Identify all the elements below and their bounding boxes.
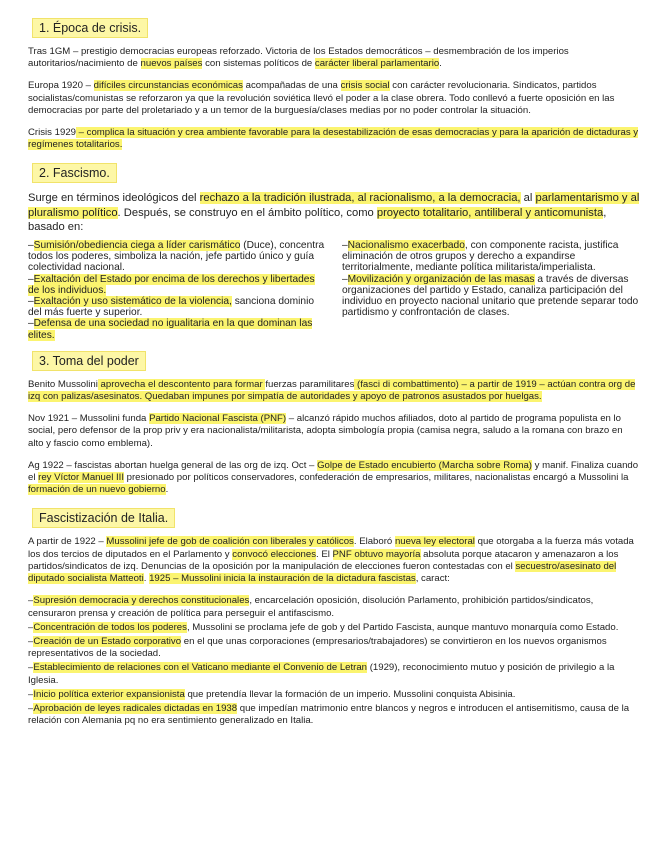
text-segment: sanciona dominio del más fuerte y superior. <box>28 296 314 319</box>
text-segment: que otorgaba a la fuerza más votada los dos tercios de diputados en el Parlamento y <box>28 536 634 560</box>
text-segment: . Después, se construyo en el ámbito político, como <box>117 206 377 219</box>
left-column <box>28 240 326 341</box>
highlighted-text: proyecto totalitario, antiliberal y anticomunista <box>376 206 604 219</box>
text-segment: – <box>28 621 34 633</box>
text-segment: – <box>28 240 34 252</box>
highlighted-text: Defensa de una sociedad no igualitaria en la que dominan las elites. <box>28 318 313 341</box>
text-segment: , caract: <box>415 573 450 585</box>
text-segment: . El <box>316 548 333 560</box>
highlighted-text: rey Víctor Manuel III <box>38 472 124 484</box>
paragraph <box>28 413 640 450</box>
paragraph <box>28 379 640 403</box>
text-segment: , encarcelación oposición, disolución Parlamento, prohibición partidos/sindicatos, censuraron prensa y creación de política para perseguir el antifascismo. <box>28 595 594 619</box>
paragraph <box>28 460 640 497</box>
text-segment: – <box>342 273 348 285</box>
text-segment: – alcanzó rápido muchos afiliados, doto al partido de programa populista en lo social, pero defensor de la prop priv y era nacionalista/militarista, adopta simbología propia (camisa negra, saludo a la romana con brazo en alto y fascio como emblema). <box>28 413 623 449</box>
section-heading: 2. Fascismo. <box>32 163 117 183</box>
highlighted-text: Creación de un Estado corporativo <box>33 635 182 647</box>
list-item <box>28 318 326 340</box>
highlighted-text: parlamentarismo y al pluralismo político <box>28 192 640 219</box>
highlighted-text: formación de un nuevo gobierno <box>28 484 166 496</box>
text-segment: – <box>342 240 348 252</box>
text-segment: presionado por políticos conservadores, confederación de empresarios, militares, nacionalistas encargó a Mussolini la <box>123 472 629 484</box>
list-item <box>28 622 640 634</box>
text-segment: a través de diversas organizaciones del partido y Estado, canaliza participación del individuo en proyecto nacional unitario que pretende separar todo partidismo y confrontación de clases. <box>342 273 639 319</box>
list-item <box>28 296 326 318</box>
highlighted-text: difíciles circunstancias económicas <box>93 80 243 92</box>
text-segment: (Duce), concentra todos los poderes, simboliza la nación, jefe partido único y guía colectividad nacional. <box>28 240 325 274</box>
paragraph <box>28 536 640 585</box>
list-item <box>28 636 640 660</box>
text-segment: Crisis 1929 <box>28 127 76 139</box>
text-segment: que impedían matrimonio entre blancos y negros e introducen el antisemitismo, causa de la relación con Alemania pq no era sentimiento generalizado en Italia. <box>28 702 630 727</box>
text-segment: (1929), reconocimiento mutuo y posición de privilegio a la Iglesia. <box>28 662 615 686</box>
text-segment: – <box>28 273 34 285</box>
highlighted-text: rechazo a la tradición ilustrada, al racionalismo, a la democracia, <box>199 192 521 205</box>
highlighted-text: Concentración de todos los poderes <box>33 621 187 633</box>
paragraph <box>28 127 640 151</box>
text-segment: . Elaboró <box>353 536 395 548</box>
list-item <box>342 274 640 319</box>
text-segment: con carácter revolucionaria. Sindicatos, partidos socialistas/comunistas se reforzaron ya que la revolución soviética llevó el poder a la clase obrera. Todo conllevó a fuerte oposición en las democracias por parte del proletariado y a un temor de la burguesía/clases medias por no poder controlar la situación. <box>28 80 615 116</box>
highlighted-text: secuestro/asesinato del diputado socialista Matteoti <box>28 560 617 585</box>
text-segment: – <box>28 595 34 607</box>
text-segment: fuerzas paramilitares <box>265 378 355 390</box>
document-page <box>28 14 640 729</box>
list-item <box>28 595 640 619</box>
right-column <box>342 240 640 341</box>
text-segment: – <box>28 702 34 714</box>
highlighted-text: Establecimiento de relaciones con el Vaticano mediante el Convenio de Letran <box>33 662 368 674</box>
highlighted-text: convocó elecciones <box>232 548 316 560</box>
highlighted-text: Sumisión/obediencia ciega a líder carismático <box>33 240 241 252</box>
highlighted-text: Supresión democracia y derechos constitucionales <box>33 595 250 607</box>
list-item <box>342 240 640 274</box>
list-item <box>28 240 326 274</box>
highlighted-text: Inicio política exterior expansionista <box>33 688 185 700</box>
highlighted-text: Aprobación de leyes radicales dictadas en 1938 <box>33 702 238 714</box>
intro-paragraph <box>28 191 640 234</box>
highlighted-text: Nacionalismo exacerbado <box>347 240 465 252</box>
highlighted-text: PNF obtuvo mayoría <box>332 548 421 560</box>
section-heading: 3. Toma del poder <box>32 351 146 371</box>
text-segment: – <box>28 318 34 330</box>
highlighted-text: crisis social <box>340 80 390 92</box>
text-segment: . <box>439 58 442 70</box>
highlighted-text: Golpe de Estado encubierto (Marcha sobre Roma) <box>317 459 532 471</box>
text-segment: . <box>165 484 169 496</box>
text-segment: Tras 1GM – prestigio democracias europeas reforzado. Victoria de los Estados democráticos – desmembración de los imperios autoritarios/nacimiento de <box>28 46 569 70</box>
text-segment: , con componente racista, justifica eliminación de otros grupos y derecho a expandirse territorialmente, mediante política militarista/imperialista. <box>342 240 619 274</box>
text-segment: . <box>143 573 150 585</box>
highlighted-text: Exaltación del Estado por encima de los derechos y libertades de los individuos. <box>28 273 315 296</box>
text-segment: – <box>28 662 34 674</box>
list-item <box>28 662 640 686</box>
highlighted-text: aprovecha el descontento para formar <box>97 378 266 390</box>
highlighted-text: nuevos países <box>140 58 203 70</box>
section-heading: Fascistización de Italia. <box>32 508 175 528</box>
section-epoca-de-crisis <box>28 16 640 151</box>
highlighted-text: Movilización y organización de las masas <box>347 273 535 285</box>
list-item <box>28 703 640 727</box>
highlighted-text: Mussolini jefe de gob de coalición con liberales y católicos <box>106 536 354 548</box>
text-segment: que pretendía llevar la formación de un imperio. Mussolini conquista Abisinia. <box>184 688 516 700</box>
text-segment: Europa 1920 – <box>28 80 94 92</box>
text-segment: al <box>520 192 536 205</box>
text-segment: en el que unas corporaciones (empresarios/trabajadores) se convirtieron en los nuevos organismos representativos de la sociedad. <box>28 635 607 660</box>
text-segment: con sistemas políticos de <box>202 58 315 70</box>
highlighted-text: (fasci di combattimento) – a partir de 1919 – actúan contra org de izq con palizas/asesinatos. Quedaban impunes por simpatía de autoridades y apoyo de patronos asustados por huelgas. <box>28 378 636 403</box>
text-segment: Benito Mussolini <box>28 378 98 390</box>
highlighted-text: – complica la situación y crea ambiente favorable para la desestabilización de esas democracias y para la aparición de dictaduras y regímenes totalitarios. <box>28 127 639 151</box>
section-toma-del-poder <box>28 349 640 497</box>
text-segment: absoluta porque atacaron y amenazaron a los partidos/sindicatos de izq. Denuncias de la oposición por la manipulación de elecciones fueron contestadas con el <box>28 548 619 572</box>
highlighted-text: 1925 – Mussolini inicia la instauración de la dictadura fascistas <box>149 573 416 585</box>
section-fascismo <box>28 161 640 340</box>
text-segment: , basado en: <box>28 206 607 233</box>
list-item <box>28 274 326 296</box>
text-segment: Ag 1922 – fascistas abortan huelga general de las org de izq. Oct – <box>28 459 318 471</box>
text-segment: y manif. Finaliza cuando el <box>28 459 639 484</box>
highlighted-text: carácter liberal parlamentario <box>314 58 440 70</box>
text-segment: Nov 1921 – Mussolini funda <box>28 413 150 425</box>
paragraph <box>28 80 640 117</box>
text-segment: – <box>28 688 34 700</box>
text-segment: A partir de 1922 – <box>28 536 107 548</box>
highlighted-text: nueva ley electoral <box>394 536 475 548</box>
section-heading: 1. Época de crisis. <box>32 18 148 38</box>
highlighted-text: Partido Nacional Fascista (PNF) <box>149 413 287 425</box>
fascism-characteristics <box>28 240 640 341</box>
text-segment: – <box>28 296 34 308</box>
text-segment: acompañadas de una <box>242 80 341 92</box>
text-segment: , Mussolini se proclama jefe de gob y del Partido Fascista, aunque mantuvo monarquía como Estado. <box>186 621 619 633</box>
section-fascistizacion <box>28 506 640 727</box>
text-segment: Surge en términos ideológicos del <box>28 192 200 205</box>
dictatorship-characteristics <box>28 595 640 727</box>
paragraph <box>28 46 640 70</box>
highlighted-text: Exaltación y uso sistemático de la violencia, <box>33 296 232 308</box>
list-item <box>28 689 640 701</box>
text-segment: – <box>28 635 34 647</box>
